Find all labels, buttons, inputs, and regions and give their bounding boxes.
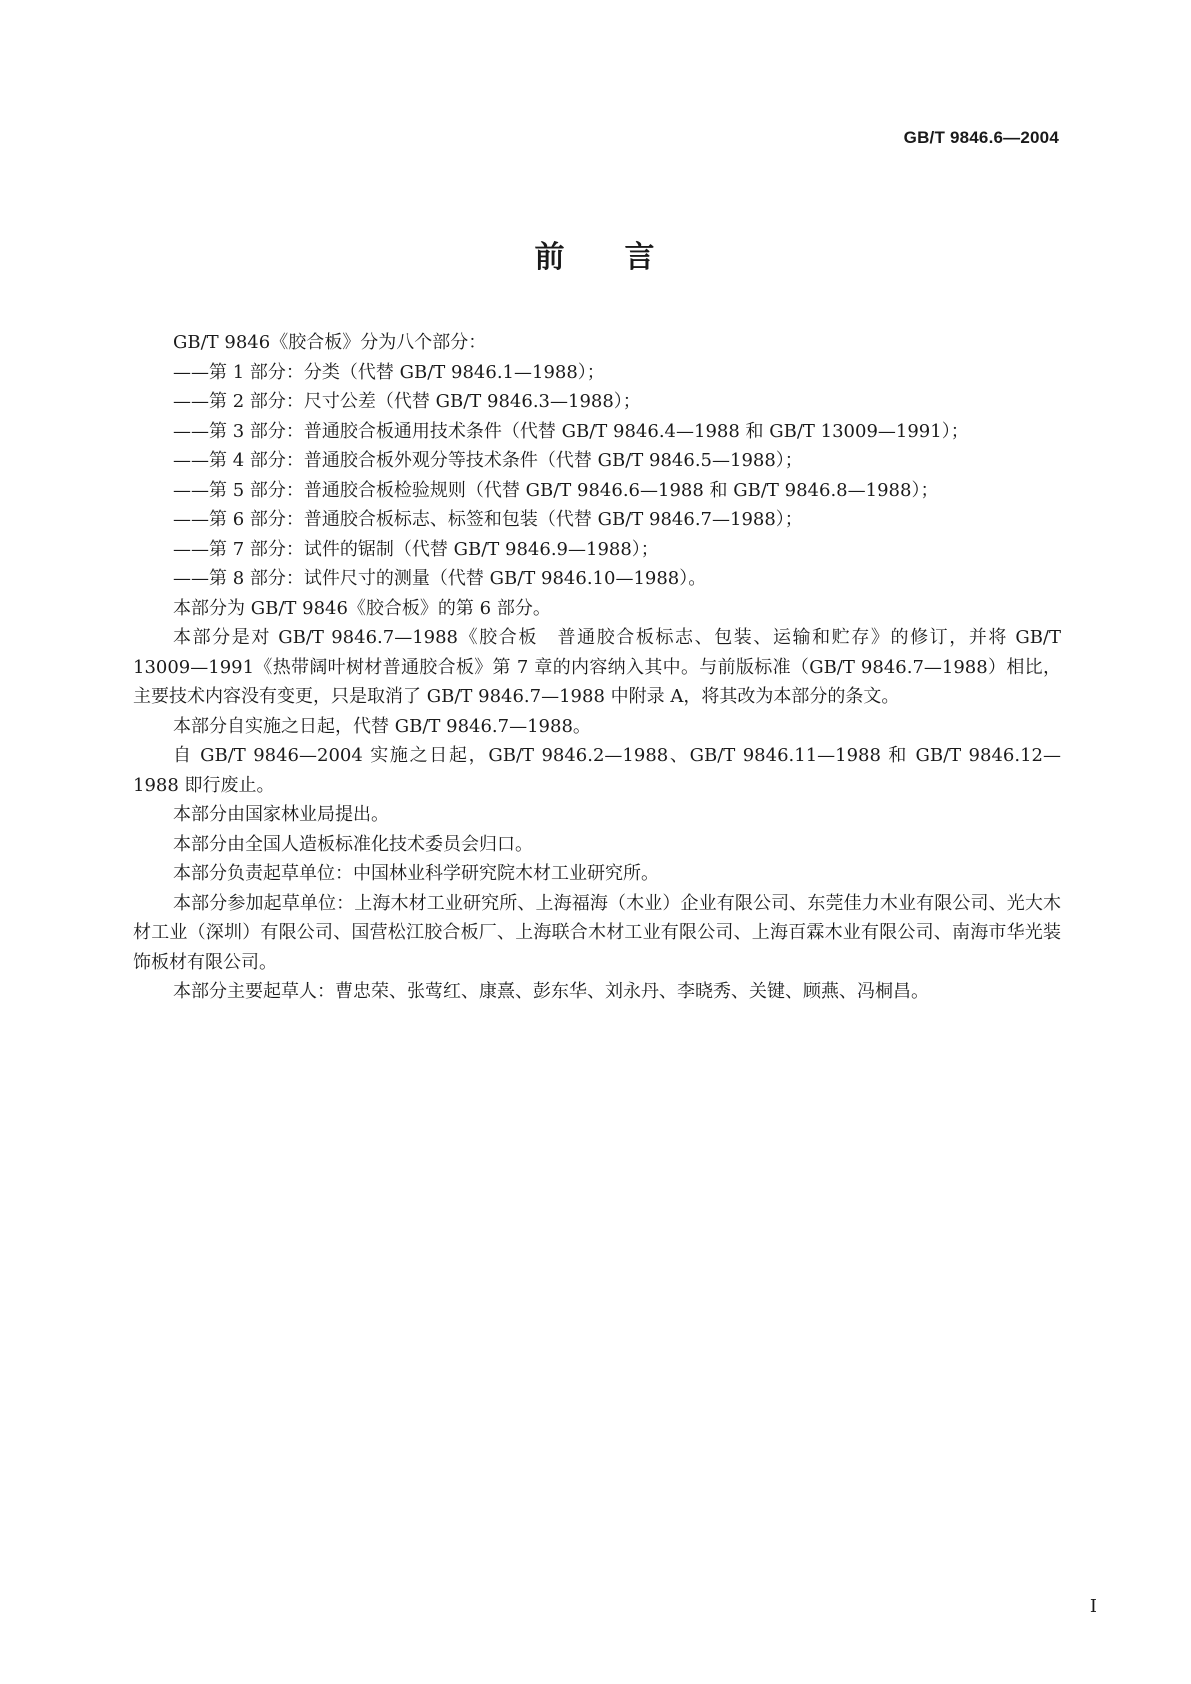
part-list-item: ——第 6 部分：普通胶合板标志、标签和包装（代替 GB/T 9846.7—1988）； [173, 509, 803, 530]
paragraph-proposed-by: 本部分由国家林业局提出。 [173, 804, 389, 825]
paragraph-participating-units: 本部分参加起草单位：上海木材工业研究所、上海福海（木业）企业有限公司、东莞佳力木业有限公司、光大木材工业（深圳）有限公司、国营松江胶合板厂、上海联合木材工业有限公司、上海百霖木业有限公司、南海市华光装饰板材有限公司。 [133, 892, 1061, 973]
part-list-item: ——第 8 部分：试件尺寸的测量（代替 GB/T 9846.10—1988）。 [173, 568, 707, 589]
paragraph-abolition: 自 GB/T 9846—2004 实施之日起，GB/T 9846.2—1988、GB/T 9846.11—1988 和 GB/T 9846.12—1988 即行废止。 [133, 745, 1061, 796]
page-number: I [1089, 1596, 1097, 1617]
part-list-item: ——第 4 部分：普通胶合板外观分等技术条件（代替 GB/T 9846.5—1988）； [173, 450, 803, 471]
part-list-item: ——第 5 部分：普通胶合板检验规则（代替 GB/T 9846.6—1988 和 GB/T 9846.8—1988）； [173, 479, 939, 501]
part-list-item: ——第 2 部分：尺寸公差（代替 GB/T 9846.3—1988）； [173, 391, 641, 412]
intro-line: GB/T 9846《胶合板》分为八个部分： [173, 332, 487, 353]
part-list-item: ——第 3 部分：普通胶合板通用技术条件（代替 GB/T 9846.4—1988 和 GB/T 13009—1991）； [173, 420, 969, 442]
part-list-item: ——第 7 部分：试件的锯制（代替 GB/T 9846.9—1988）； [173, 538, 659, 560]
paragraph-drafting-unit: 本部分负责起草单位：中国林业科学研究院木材工业研究所。 [173, 863, 659, 884]
page-title [0, 232, 1191, 276]
paragraph-replacement: 本部分自实施之日起，代替 GB/T 9846.7—1988。 [173, 715, 591, 737]
foreword-body [133, 328, 1061, 1007]
paragraph-drafters: 本部分主要起草人：曹忠荣、张莺红、康熹、彭东华、刘永丹、李晓秀、关键、顾燕、冯桐昌。 [173, 981, 929, 1002]
title-char-2: 言 [624, 240, 657, 275]
title-char-1: 前 [534, 240, 567, 275]
paragraph-revision-note: 本部分是对 GB/T 9846.7—1988《胶合板 普通胶合板标志、包装、运输和贮存》的修订，并将 GB/T 13009—1991《热带阔叶树材普通胶合板》第 7 章的内容纳入其中。与前版标准（GB/T 9846.7—1988）相比，主要技术内容没有变更，只是取消了 GB/T 9846.7—1988 中附录 A，将其改为本部分的条文。 [133, 627, 1061, 707]
paragraph-part-statement: 本部分为 GB/T 9846《胶合板》的第 6 部分。 [173, 597, 551, 619]
standard-code: GB/T 9846.6—2004 [903, 128, 1059, 147]
paragraph-centralized-by: 本部分由全国人造板标准化技术委员会归口。 [173, 833, 533, 855]
part-list-item: ——第 1 部分：分类（代替 GB/T 9846.1—1988）； [173, 361, 605, 383]
